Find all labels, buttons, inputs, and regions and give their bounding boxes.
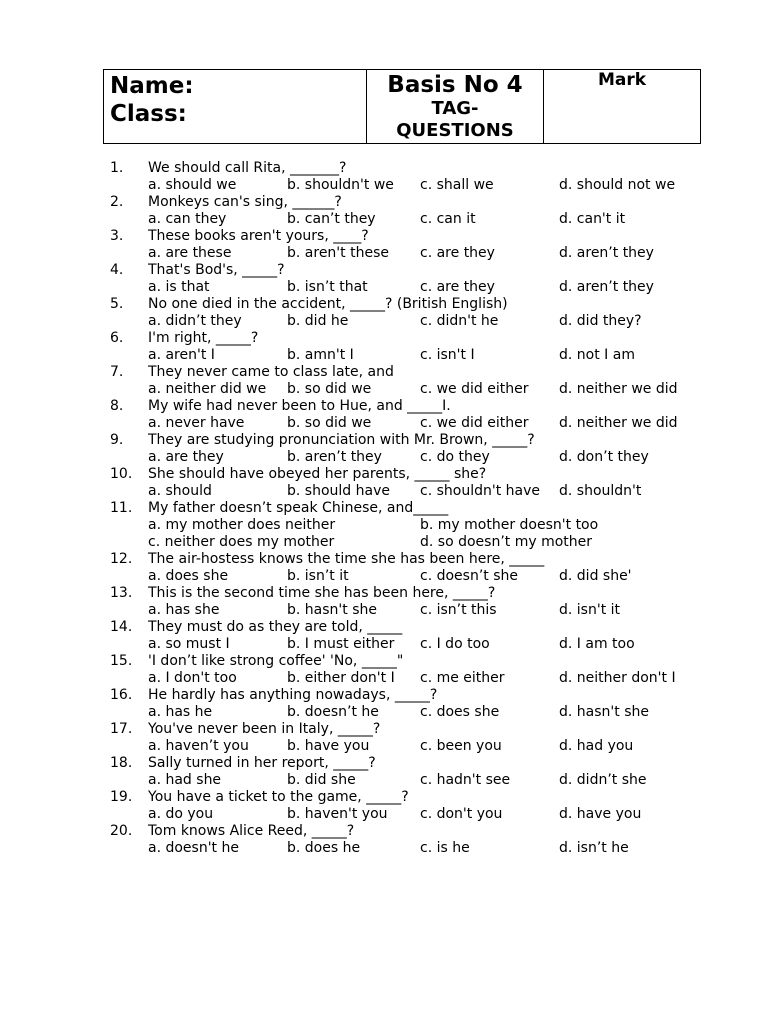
answer-option: d. didn’t she (559, 772, 647, 788)
options-row (0, 449, 768, 466)
question-row (0, 194, 768, 211)
question-stem: Tom knows Alice Reed, _____? (148, 823, 355, 839)
options-row (0, 245, 768, 262)
options-row (0, 602, 768, 619)
question-number: 19. (110, 789, 133, 805)
question-row (0, 262, 768, 279)
options-row (0, 381, 768, 398)
answer-option: c. shouldn't have (420, 483, 540, 499)
answer-option: d. neither we did (559, 381, 678, 397)
answer-option: d. isn’t he (559, 840, 629, 856)
answer-option: b. shouldn't we (287, 177, 394, 193)
answer-option: c. are they (420, 279, 495, 295)
question-stem: They must do as they are told, _____ (148, 619, 403, 635)
question-number: 6. (110, 330, 124, 346)
worksheet-subtitle-line1: TAG- (431, 98, 479, 119)
answer-option: d. shouldn't (559, 483, 642, 499)
answer-option: b. can’t they (287, 211, 376, 227)
answer-option: a. doesn't he (148, 840, 239, 856)
options-row (0, 738, 768, 755)
options-row (0, 415, 768, 432)
question-number: 2. (110, 194, 124, 210)
options-row (0, 177, 768, 194)
question-stem: He hardly has anything nowadays, _____? (148, 687, 438, 703)
options-row (0, 806, 768, 823)
question-row (0, 330, 768, 347)
options-row (0, 772, 768, 789)
answer-option: c. we did either (420, 381, 529, 397)
answer-option: b. my mother doesn't too (420, 517, 599, 533)
answer-option: d. not I am (559, 347, 635, 363)
answer-option: a. are they (148, 449, 224, 465)
options-row (0, 483, 768, 500)
answer-option: c. hadn't see (420, 772, 511, 788)
question-stem: That's Bod's, _____? (148, 262, 285, 278)
answer-option: b. so did we (287, 381, 372, 397)
answer-option: c. isn't I (420, 347, 475, 363)
question-row (0, 551, 768, 568)
answer-option: d. have you (559, 806, 642, 822)
answer-option: b. did she (287, 772, 356, 788)
answer-option: b. doesn’t he (287, 704, 379, 720)
answer-option: a. should we (148, 177, 237, 193)
answer-option: d. hasn't she (559, 704, 649, 720)
header-table (103, 69, 701, 144)
question-row (0, 585, 768, 602)
answer-option: c. we did either (420, 415, 529, 431)
answer-option: c. are they (420, 245, 495, 261)
answer-option: c. isn’t this (420, 602, 497, 618)
question-stem: My father doesn’t speak Chinese, and_____ (148, 500, 449, 516)
question-stem: They never came to class late, and (148, 364, 394, 380)
question-number: 7. (110, 364, 124, 380)
question-number: 17. (110, 721, 133, 737)
answer-option: c. neither does my mother (148, 534, 335, 550)
question-row (0, 755, 768, 772)
question-stem: You've never been in Italy, _____? (148, 721, 381, 737)
answer-option: b. so did we (287, 415, 372, 431)
question-stem: Monkeys can's sing, ______? (148, 194, 342, 210)
answer-option: a. haven’t you (148, 738, 249, 754)
answer-option: b. should have (287, 483, 390, 499)
answer-option: b. aren’t they (287, 449, 382, 465)
answer-option: c. do they (420, 449, 490, 465)
answer-option: a. has she (148, 602, 220, 618)
answer-option: b. aren't these (287, 245, 389, 261)
question-number: 20. (110, 823, 133, 839)
answer-option: b. haven't you (287, 806, 388, 822)
answer-option: c. shall we (420, 177, 494, 193)
options-row (0, 568, 768, 585)
answer-option: a. does she (148, 568, 229, 584)
answer-option: d. so doesn’t my mother (420, 534, 593, 550)
question-number: 15. (110, 653, 133, 669)
options-row (0, 211, 768, 228)
question-number: 5. (110, 296, 124, 312)
answer-option: a. aren't I (148, 347, 215, 363)
question-row (0, 823, 768, 840)
name-label: Name: (110, 73, 194, 99)
answer-option: a. has he (148, 704, 213, 720)
question-row (0, 296, 768, 313)
question-stem: This is the second time she has been here, _____? (148, 585, 496, 601)
question-number: 13. (110, 585, 133, 601)
question-stem: The air-hostess knows the time she has been here, _____ (148, 551, 545, 567)
options-row (0, 670, 768, 687)
question-number: 4. (110, 262, 124, 278)
answer-option: a. didn’t they (148, 313, 242, 329)
answer-option: b. isn’t that (287, 279, 368, 295)
answer-option: c. is he (420, 840, 470, 856)
answer-option: a. so must I (148, 636, 230, 652)
mark-label: Mark (597, 70, 647, 90)
answer-option: c. didn't he (420, 313, 499, 329)
answer-option: d. neither we did (559, 415, 678, 431)
options-row (0, 313, 768, 330)
answer-option: d. aren’t they (559, 245, 654, 261)
question-row (0, 466, 768, 483)
question-stem: Sally turned in her report, _____? (148, 755, 376, 771)
answer-option: c. doesn’t she (420, 568, 518, 584)
answer-option: c. been you (420, 738, 502, 754)
title-cell (367, 70, 544, 143)
question-stem: We should call Rita, _______? (148, 160, 347, 176)
name-class-cell (104, 70, 367, 143)
answer-option: d. isn't it (559, 602, 621, 618)
question-row (0, 364, 768, 381)
question-stem: I'm right, _____? (148, 330, 259, 346)
question-number: 1. (110, 160, 124, 176)
answer-option: a. is that (148, 279, 210, 295)
options-row (0, 534, 768, 551)
answer-option: b. I must either (287, 636, 395, 652)
answer-option: b. have you (287, 738, 370, 754)
question-number: 12. (110, 551, 133, 567)
question-row (0, 432, 768, 449)
question-number: 3. (110, 228, 124, 244)
question-number: 8. (110, 398, 124, 414)
options-row (0, 347, 768, 364)
answer-option: a. I don't too (148, 670, 237, 686)
question-list (0, 160, 768, 857)
question-row (0, 789, 768, 806)
answer-option: a. had she (148, 772, 222, 788)
question-row (0, 619, 768, 636)
answer-option: a. can they (148, 211, 227, 227)
question-row (0, 160, 768, 177)
question-row (0, 653, 768, 670)
answer-option: a. my mother does neither (148, 517, 336, 533)
answer-option: d. did they? (559, 313, 642, 329)
question-number: 9. (110, 432, 124, 448)
worksheet-subtitle-line2: QUESTIONS (396, 120, 514, 141)
answer-option: b. hasn't she (287, 602, 377, 618)
answer-option: d. neither don't I (559, 670, 676, 686)
answer-option: d. aren’t they (559, 279, 654, 295)
question-number: 16. (110, 687, 133, 703)
answer-option: c. does she (420, 704, 500, 720)
answer-option: d. did she' (559, 568, 632, 584)
question-row (0, 398, 768, 415)
answer-option: d. had you (559, 738, 634, 754)
question-number: 10. (110, 466, 133, 482)
options-row (0, 704, 768, 721)
options-row (0, 636, 768, 653)
options-row (0, 517, 768, 534)
question-number: 11. (110, 500, 133, 516)
answer-option: a. do you (148, 806, 214, 822)
class-label: Class: (110, 101, 187, 127)
question-row (0, 500, 768, 517)
answer-option: b. did he (287, 313, 349, 329)
question-number: 18. (110, 755, 133, 771)
question-stem: 'I don’t like strong coffee' 'No, _____" (148, 653, 404, 669)
question-number: 14. (110, 619, 133, 635)
answer-option: d. I am too (559, 636, 635, 652)
answer-option: d. can't it (559, 211, 626, 227)
question-stem: They are studying pronunciation with Mr. Brown, _____? (148, 432, 535, 448)
answer-option: a. are these (148, 245, 232, 261)
answer-option: c. me either (420, 670, 505, 686)
question-stem: My wife had never been to Hue, and _____I. (148, 398, 451, 414)
options-row (0, 840, 768, 857)
answer-option: c. don't you (420, 806, 503, 822)
answer-option: d. should not we (559, 177, 676, 193)
answer-option: a. never have (148, 415, 245, 431)
answer-option: b. does he (287, 840, 361, 856)
answer-option: d. don’t they (559, 449, 649, 465)
question-row (0, 721, 768, 738)
answer-option: c. I do too (420, 636, 490, 652)
question-row (0, 228, 768, 245)
question-stem: No one died in the accident, _____? (British English) (148, 296, 508, 312)
answer-option: b. isn’t it (287, 568, 349, 584)
options-row (0, 279, 768, 296)
question-stem: She should have obeyed her parents, _____ she? (148, 466, 487, 482)
question-stem: These books aren't yours, ____? (148, 228, 369, 244)
mark-cell (544, 70, 700, 143)
worksheet-title: Basis No 4 (387, 72, 523, 98)
question-stem: You have a ticket to the game, _____? (148, 789, 409, 805)
answer-option: b. amn't I (287, 347, 354, 363)
answer-option: a. should (148, 483, 212, 499)
question-row (0, 687, 768, 704)
answer-option: a. neither did we (148, 381, 267, 397)
answer-option: c. can it (420, 211, 476, 227)
answer-option: b. either don't I (287, 670, 395, 686)
